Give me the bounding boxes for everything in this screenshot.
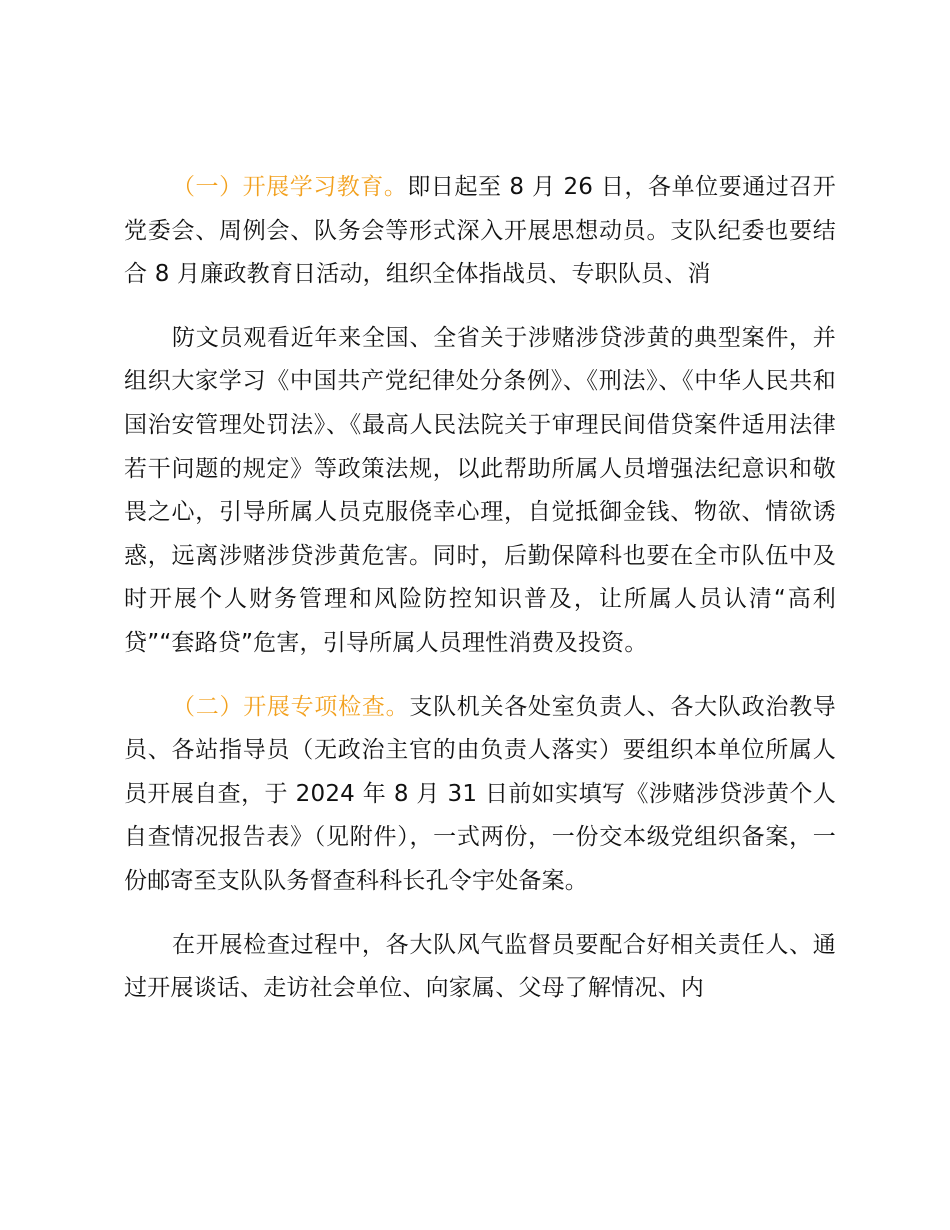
- paragraph-body: 在开展检查过程中，各大队风气监督员要配合好相关责任人、通过开展谈话、走访社会单位、向家属、父母了解情况、内: [124, 931, 836, 1002]
- paragraph-spacer: [124, 904, 836, 924]
- section-heading-study-education: （一）开展学习教育。: [172, 174, 408, 200]
- paragraph-special-inspection: [124, 686, 836, 904]
- paragraph-body: 即日起至 8 月 26 日，各单位要通过召开党委会、周例会、队务会等形式深入开展思想动员。支队纪委也要结合 8 月廉政教育日活动，组织全体指战员、专职队员、消: [124, 174, 837, 288]
- paragraph-body: 防文员观看近年来全国、全省关于涉赌涉贷涉黄的典型案件，并组织大家学习《中国共产党纪律处分条例》、《刑法》、《中华人民共和国治安管理处罚法》、《最高人民法院关于审理民间借贷案件适用法律若干问题的规定》等政策法规，以此帮助所属人员增强法纪意识和敬畏之心，引导所属人员克服侥幸心理，自觉抵御金钱、物欲、情欲诱惑，远离涉赌涉贷涉黄危害。同时，后勤保障科也要在全市队伍中及时开展个人财务管理和风险防控知识普及，让所属人员认清“高利贷”“套路贷”危害，引导所属人员理性消费及投资。: [124, 324, 836, 656]
- paragraph-study-education: [124, 166, 836, 297]
- paragraph-spacer: [124, 297, 836, 317]
- section-heading-special-inspection: （二）开展专项检查。: [172, 693, 410, 720]
- paragraph-case-study: [124, 317, 836, 666]
- paragraph-spacer: [124, 666, 836, 686]
- paragraph-inspection-process: [124, 924, 836, 1011]
- document-page: [124, 166, 836, 1011]
- paragraph-body: 支队机关各处室负责人、各大队政治教导员、各站指导员（无政治主官的由负责人落实）要组织本单位所属人员开展自查，于 2024 年 8 月 31 日前如实填写《涉赌涉贷涉黄个人自查情况报告表》（见附件），一式两份，一份交本级党组织备案，一份邮寄至支队队务督查科科长孔令宇处备案。: [124, 693, 837, 894]
